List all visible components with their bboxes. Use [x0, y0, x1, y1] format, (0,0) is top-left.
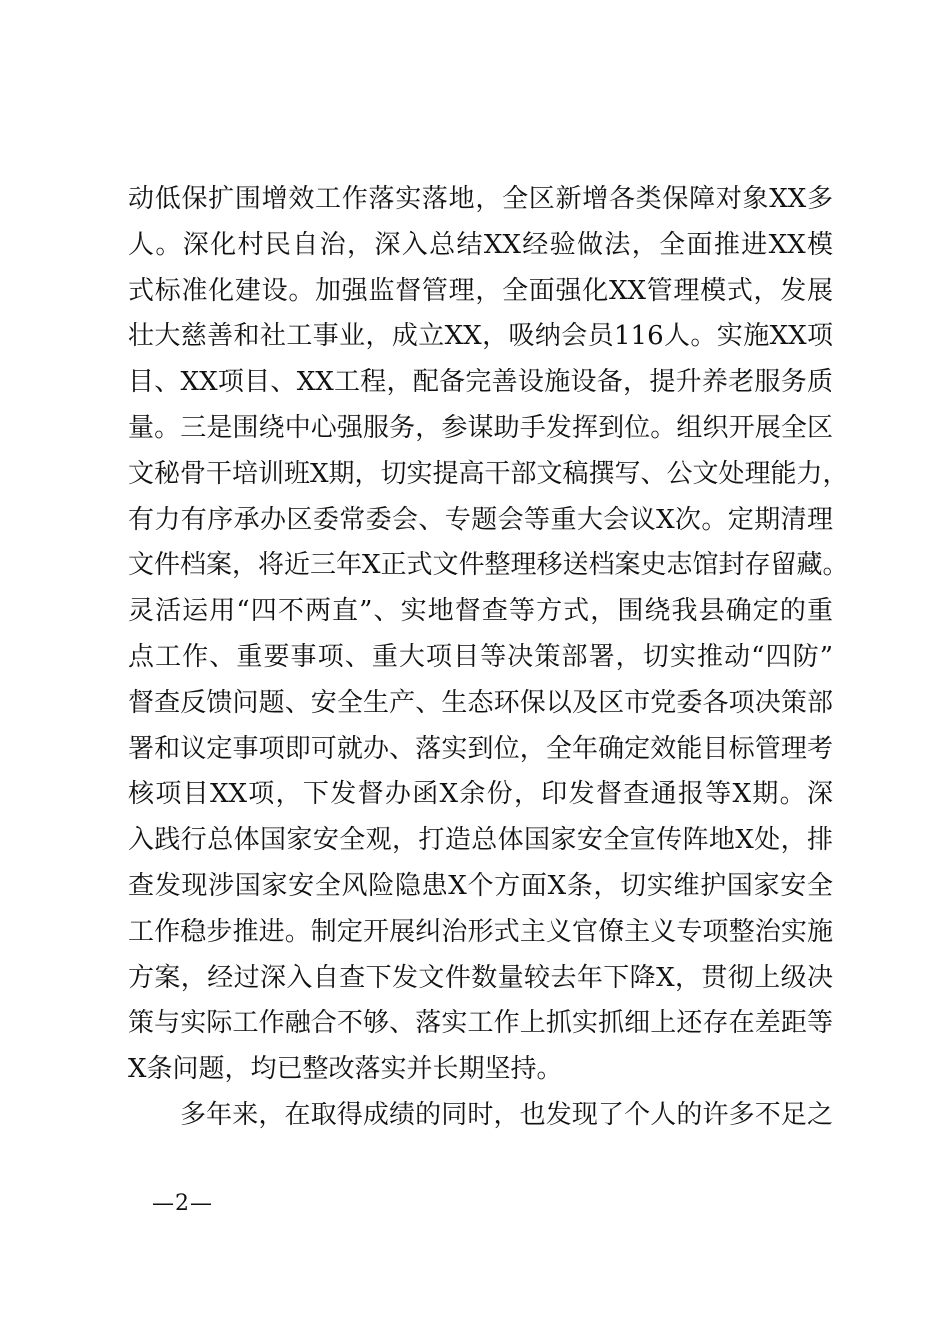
text-line: 壮大慈善和社工事业，成立XX，吸纳会员116人。实施XX项: [128, 321, 833, 352]
text-line: 动低保扩围增效工作落实落地，全区新增各类保障对象XX多: [128, 184, 833, 214]
text-line: 文件档案，将近三年X正式文件整理移送档案史志馆封存留藏。: [128, 550, 849, 581]
text-line: 点工作、重要事项、重大项目等决策部署，切实推动“四防”: [128, 641, 833, 672]
paragraph-start-line: 多年来，在取得成绩的同时，也发现了个人的许多不足之: [180, 1099, 833, 1130]
text-line: 目、XX项目、XX工程，配备完善设施设备，提升养老服务质: [128, 367, 833, 398]
text-line: 式标准化建设。加强监督管理，全面强化XX管理模式，发展: [128, 275, 833, 306]
text-line: 人。深化村民自治，深入总结XX经验做法，全面推进XX模: [128, 229, 833, 260]
text-line: 工作稳步推进。制定开展纠治形式主义官僚主义专项整治实施: [128, 916, 833, 947]
paragraph-end-line: X条问题，均已整改落实并长期坚持。: [128, 1054, 563, 1085]
page-number: —2—: [152, 1191, 213, 1216]
text-line: 核项目XX项，下发督办函X余份，印发督查通报等X期。深: [128, 779, 833, 810]
text-line: 查发现涉国家安全风险隐患X个方面X条，切实维护国家安全: [128, 870, 833, 901]
text-line: 文秘骨干培训班X期，切实提高干部文稿撰写、公文处理能力，: [128, 458, 849, 489]
text-line: 署和议定事项即可就办、落实到位，全年确定效能目标管理考: [128, 733, 833, 764]
text-line: 有力有序承办区委常委会、专题会等重大会议X次。定期清理: [128, 504, 833, 535]
text-line: 入践行总体国家安全观，打造总体国家安全宣传阵地X处，排: [128, 825, 833, 856]
text-line: 策与实际工作融合不够、落实工作上抓实抓细上还存在差距等: [128, 1008, 833, 1039]
text-line: 灵活运用“四不两直”、实地督查等方式，围绕我县确定的重: [128, 596, 833, 627]
text-line: 方案，经过深入自查下发文件数量较去年下降X，贯彻上级决: [128, 962, 833, 993]
text-line: 督查反馈问题、安全生产、生态环保以及区市党委各项决策部: [128, 687, 833, 718]
text-line: 量。三是围绕中心强服务，参谋助手发挥到位。组织开展全区: [128, 412, 833, 443]
body-text: [128, 177, 849, 1139]
